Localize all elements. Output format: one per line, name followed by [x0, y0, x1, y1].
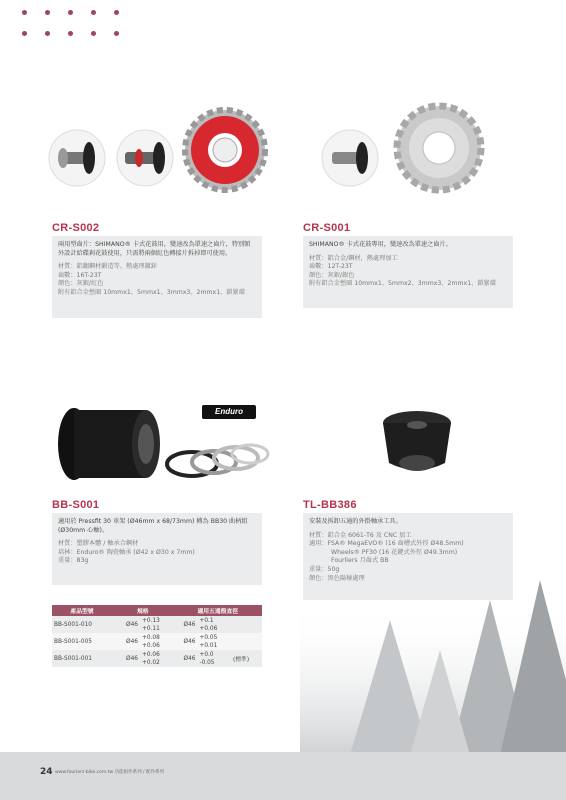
table-row — [52, 616, 262, 633]
cr-s001-description — [303, 236, 513, 308]
enduro-logo: Enduro — [202, 405, 256, 419]
diameter-cell: Ø46 — [112, 633, 140, 650]
header-model: 產品型號 — [52, 605, 112, 616]
bb-s001-title: BB-S001 — [52, 499, 100, 511]
tolerance-cell: +0.05 +0.01 — [198, 633, 232, 650]
cr-s001-hub-image — [318, 128, 388, 188]
tl-bb386-fit1: 適用：FSA® MegaEVO® (16 齒槽式外徑 Ø48.5mm) — [309, 540, 464, 548]
diameter-cell: Ø46 — [112, 616, 140, 633]
table-row — [52, 650, 262, 667]
forest-background-image — [300, 560, 566, 755]
diameter-cell: Ø46 — [174, 633, 198, 650]
model-cell: BB-S001-010 — [52, 616, 112, 633]
table-row — [52, 633, 262, 650]
diameter-cell: Ø46 — [112, 650, 140, 667]
tolerance-cell: +0.0 -0.05 — [198, 650, 232, 667]
tl-bb386-intro: 安裝及拆卸五通的外掛軸承工具。 — [309, 518, 402, 525]
header-shell-diameter: 適用五通殼直徑 — [174, 605, 263, 616]
tl-bb386-fit2: Wheels® PF30 (16 花鍵式外徑 Ø49.3mm) — [331, 548, 458, 556]
diameter-cell: Ø46 — [174, 616, 198, 633]
bb-s001-bottom-bracket-image — [52, 402, 167, 484]
tl-bb386-material: 材質：鋁合金 6061-T6 及 CNC 加工 — [309, 531, 412, 539]
bb-s001-spacers-image — [162, 440, 272, 485]
cr-s002-accessories: 附有鋁合金墊圈 10mmx1、5mmx1、3mmx3、2mmx1、鎖緊環 — [58, 288, 245, 296]
bb-s001-intro: 適用於 Pressfit 30 車架 (Ø46mm x 68/73mm) 轉為 BB30 曲柄組 (Ø30mm 心軸)。 — [58, 518, 248, 534]
cr-s001-color: 顏色：灰銀/銀色 — [309, 271, 355, 279]
tolerance-cell: +0.13 +0.11 — [140, 616, 174, 633]
cr-s001-accessories: 附有鋁合金墊圈 10mmx1、5mmx2、3mmx3、2mmx1、鎖緊環 — [309, 280, 496, 288]
diameter-cell: Ø46 — [174, 650, 198, 667]
cr-s001-title: CR-S001 — [303, 222, 351, 234]
cr-s002-intro: 兩用型齒片：SHIMANO® 卡式花鼓用，變速改為單速之齒片，特別額外設計給碟剎花鼓使用，只需將兩個紅色轉接片拆掉即可使用。 — [58, 241, 251, 257]
tl-bb386-fit3: Fourliers 月齒式 BB — [331, 557, 389, 565]
cr-s002-teeth: 齒數：16T-23T — [58, 271, 102, 279]
cr-s002-title: CR-S002 — [52, 222, 100, 234]
cr-s002-hub-image — [45, 128, 115, 188]
cr-s001-cog-image — [393, 98, 485, 198]
cr-s002-cog-image — [180, 105, 270, 195]
cr-s002-material: 材質：鋁翻鋼材鍛造等，熱處理鍍鋅 — [58, 263, 157, 271]
cr-s002-hub-red-image — [113, 128, 183, 188]
tl-bb386-title: TL-BB386 — [303, 499, 357, 511]
footer-text: www.fouriers-bike.com.tw 功能組件系列 / 配件系列 — [55, 770, 164, 775]
bb-s001-bearing: 培林：Enduro® 陶瓷軸承 (Ø42 x Ø30 x 7mm) — [58, 548, 195, 556]
bb-s001-description — [52, 513, 262, 585]
bb-s001-spec-table — [52, 605, 262, 667]
tolerance-cell: +0.08 +0.06 — [140, 633, 174, 650]
model-cell: BB-S001-005 — [52, 633, 112, 650]
bb-s001-material: 材質：塑膠本體 / 軸承合鋼材 — [58, 540, 139, 548]
footer-band — [0, 752, 566, 800]
cr-s001-intro: SHIMANO® 卡式花鼓專用，變速改為單速之齒片。 — [309, 241, 452, 248]
page-number: 24 — [40, 767, 53, 777]
note-cell — [231, 633, 262, 650]
tl-bb386-tool-image — [375, 405, 460, 480]
note-cell: (標準) — [231, 650, 262, 667]
cr-s002-description — [52, 236, 262, 318]
header-spec: 規格 — [112, 605, 174, 616]
note-cell — [231, 616, 262, 633]
bb-s001-weight: 重量：83g — [58, 557, 89, 565]
table-header-row — [52, 605, 262, 616]
tolerance-cell: +0.1 +0.06 — [198, 616, 232, 633]
cr-s001-teeth: 齒數：12T-23T — [309, 263, 353, 271]
tolerance-cell: +0.06 +0.02 — [140, 650, 174, 667]
model-cell: BB-S001-001 — [52, 650, 112, 667]
tl-bb386-weight: 重量：50g — [309, 565, 340, 573]
cr-s001-material: 材質：鋁合金/鋼材，熱處理加工 — [309, 254, 398, 262]
cr-s002-color: 顏色：灰銀/紅色 — [58, 280, 104, 288]
tl-bb386-color: 顏色：黑色陽極處理 — [309, 574, 365, 582]
